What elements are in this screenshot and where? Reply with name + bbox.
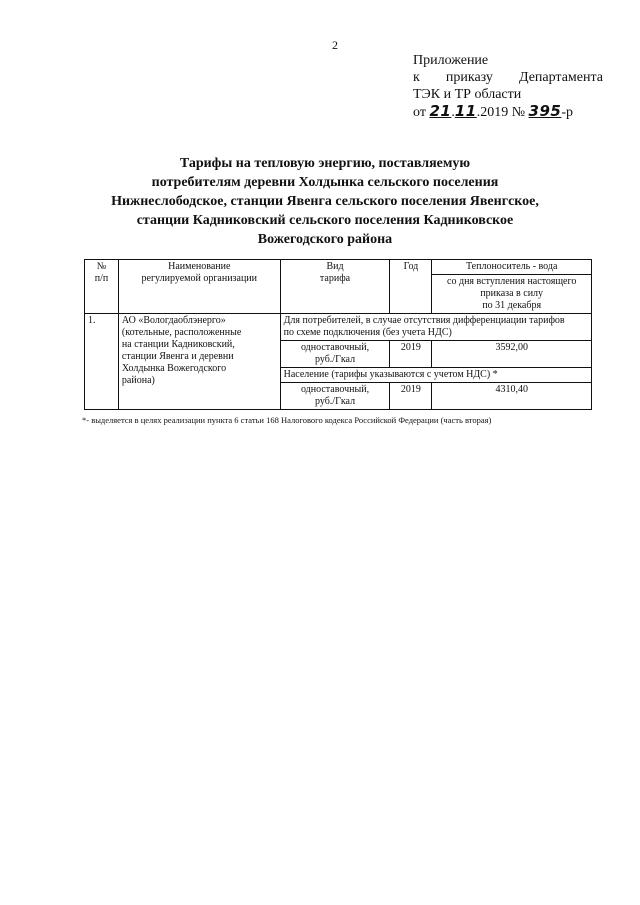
title-line: Нижнеслободское, станции Явенга сельского поселения Явенгское, [111,194,539,209]
order-suffix: -р [561,105,574,120]
header-tariff-type: Вид тарифа [280,260,390,314]
appendix-word-order: приказу [445,70,493,85]
row-num: 1. [85,314,119,410]
table-row [85,314,592,341]
header-carrier: Теплоноситель - вода [432,260,592,275]
appendix-word-department: Департамента [518,70,603,85]
order-number: 395 [528,102,562,120]
appendix-order-line [413,69,603,86]
appendix-block [413,52,603,121]
date-month: 11 [454,102,477,120]
page-number: 2 [332,38,338,52]
appendix-word-k: к [413,70,420,85]
appendix-date-line: от 21.11.2019 № 395-р [413,102,574,120]
row-org: АО «Вологдаоблэнерго» (котельные, расположенные на станции Кадниковский, станции Явенга и деревни Холдынка Вожегодского района) [118,314,280,410]
footnote: *- выделяется в целях реализации пункта 6 статьи 168 Налогового кодекса Российской Федерации (часть вторая) [82,415,492,425]
document-title [90,154,560,249]
header-num: № п/п [85,260,119,314]
date-year: .2019 № [476,105,526,120]
title-line: Вожегодского района [257,232,393,247]
header-org: Наименование регулируемой организации [118,260,280,314]
row-section-no-vat: Для потребителей, в случае отсутствия дифференциации тарифов по схеме подключения (без учета НДС) [280,314,591,341]
table-header-row [85,260,592,275]
row-tariff-type: одноставочный, руб./Гкал [280,383,390,410]
date-prefix: от [413,105,426,120]
title-line: станции Кадниковский сельского поселения Кадниковское [136,213,514,228]
row-value: 3592,00 [432,341,592,368]
header-year: Год [390,260,432,314]
date-day: 21 [429,102,452,120]
row-year: 2019 [390,341,432,368]
row-section-population: Население (тарифы указываются с учетом НДС) * [280,368,591,383]
title-line: Тарифы на тепловую энергию, поставляемую [179,156,471,171]
header-period: со дня вступления настоящего приказа в силу по 31 декабря [432,275,592,314]
appendix-authority: ТЭК и ТР области [413,87,522,102]
row-year: 2019 [390,383,432,410]
tariff-table [84,259,592,410]
appendix-title: Приложение [413,53,489,68]
title-line: потребителям деревни Холдынка сельского поселения [151,175,499,190]
row-tariff-type: одноставочный, руб./Гкал [280,341,390,368]
row-value: 4310,40 [432,383,592,410]
